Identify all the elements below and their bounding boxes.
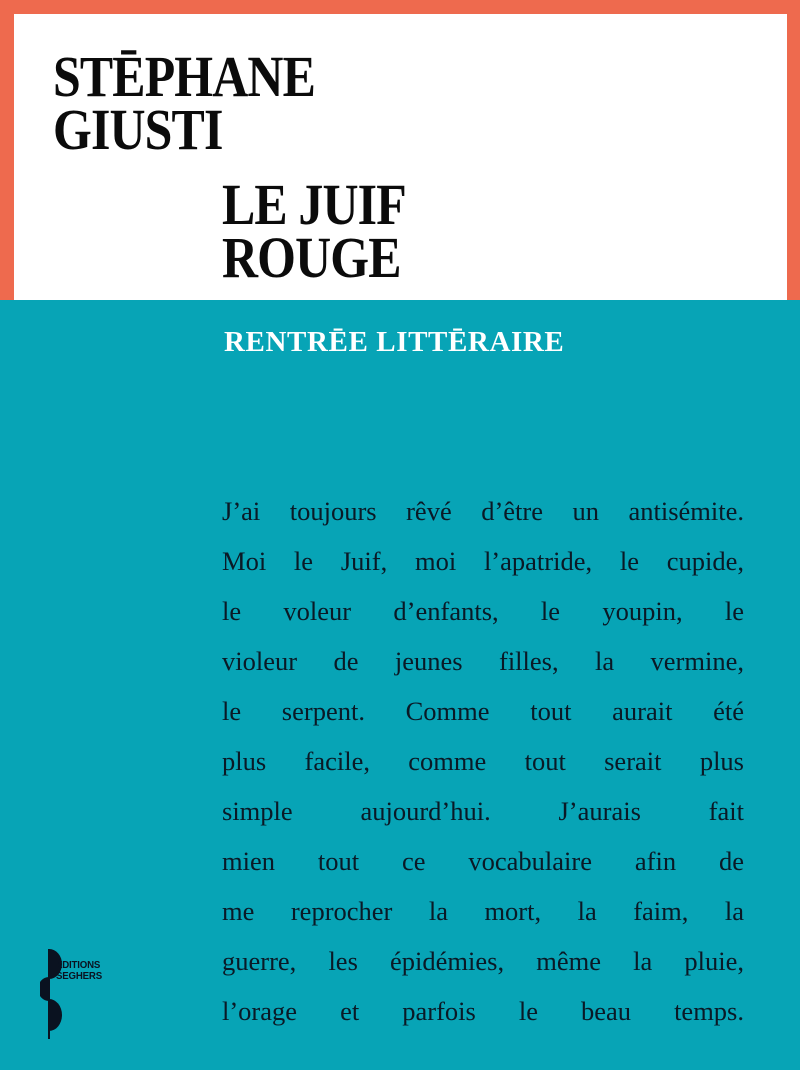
publisher-name-line-1: ÉDITIONS: [56, 959, 101, 971]
excerpt-line: simple aujourd’hui. J’aurais fait: [222, 796, 744, 826]
excerpt-line: violeur de jeunes filles, la vermine,: [222, 646, 744, 676]
excerpt-line: mien tout ce vocabulaire afin de: [222, 846, 744, 876]
excerpt-line: le serpent. Comme tout aurait été: [222, 696, 744, 726]
book-title-line-1: LE JUIF: [222, 172, 406, 237]
excerpt-line: me reprocher la mort, la faim, la: [222, 896, 744, 926]
excerpt-line: Moi le Juif, moi l’apatride, le cupide,: [222, 546, 744, 576]
excerpt-text: [222, 486, 744, 1036]
excerpt-line: plus facile, comme tout serait plus: [222, 746, 744, 776]
author-first-name: STĒPHANE: [53, 44, 315, 109]
excerpt-line: guerre, les épidémies, même la pluie,: [222, 946, 744, 976]
excerpt-line: J’ai toujours rêvé d’être un antisémite.: [222, 496, 744, 526]
publisher-logo: [40, 945, 140, 1045]
book-title-line-2: ROUGE: [222, 225, 401, 290]
author-last-name: GIUSTI: [53, 97, 223, 162]
excerpt-line: le voleur d’enfants, le youpin, le: [222, 596, 744, 626]
excerpt-line: l’orage et parfois le beau temps.: [222, 996, 744, 1026]
collection-label: RENTRĒE LITTĒRAIRE: [224, 326, 565, 358]
publisher-name-line-2: SEGHERS: [56, 970, 102, 982]
